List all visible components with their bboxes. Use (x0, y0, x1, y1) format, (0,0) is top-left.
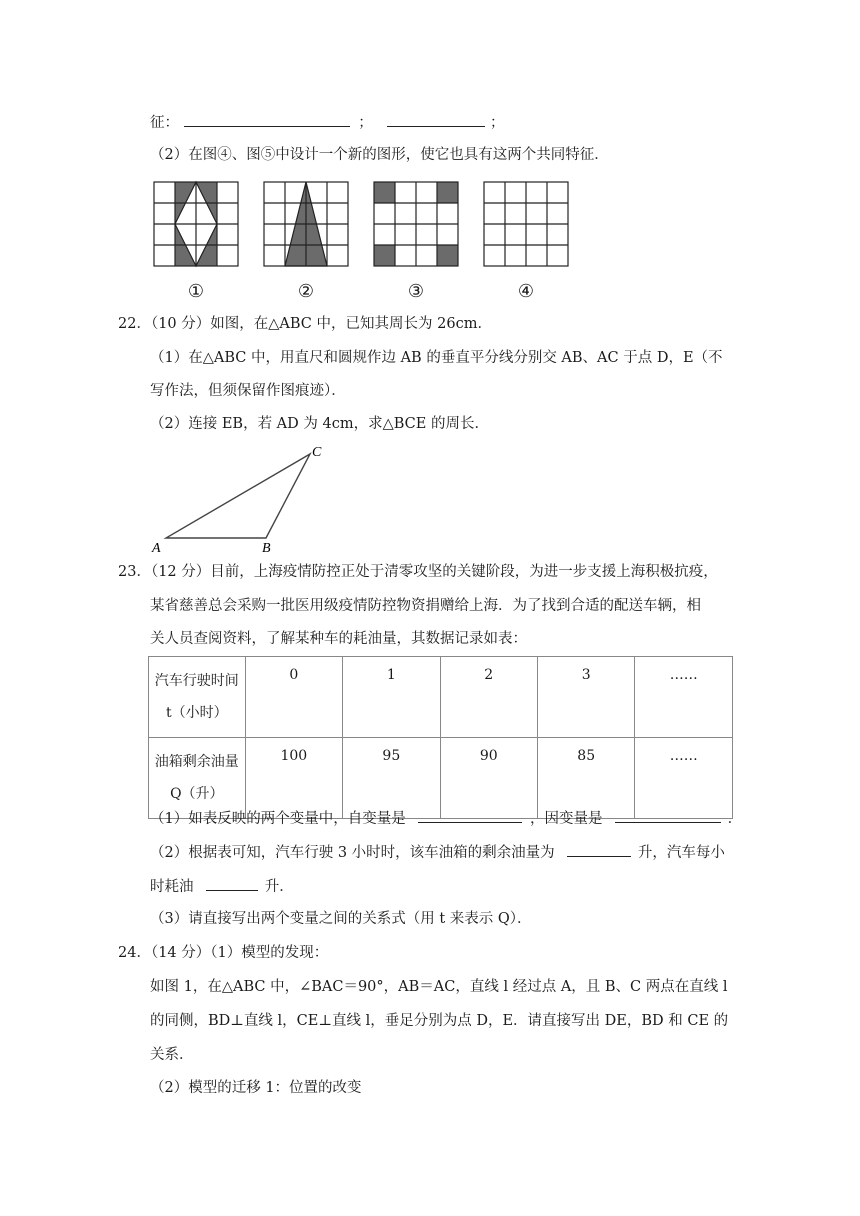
q21-feature-blank-2[interactable] (387, 112, 485, 127)
table-row (149, 738, 733, 819)
q23-part2-line1 (150, 842, 725, 863)
q21-part2: （2）在图④、图⑤中设计一个新的图形，使它也具有这两个共同特征． (150, 147, 609, 163)
table-cell: 2 (440, 657, 537, 738)
q24-heading: 24．（14 分）（1）模型的发现： (118, 945, 329, 961)
table-cell: 90 (440, 738, 537, 819)
q23-line2: 某省慈善总会采购一批医用级疫情防控物资捐赠给上海．为了找到合适的配送车辆，相 (150, 598, 701, 614)
q21-feature-prefix: 征： (150, 115, 179, 131)
table-head-cell (149, 657, 246, 738)
q23-independent-var-blank[interactable] (418, 808, 522, 823)
q24-line3: 关系． (150, 1047, 194, 1063)
figure-label-1: ① (187, 281, 205, 302)
grid-figure-4[interactable] (484, 182, 568, 266)
table-cell: 95 (343, 738, 440, 819)
q23-part2-text-d: 升． (264, 879, 294, 895)
figure-label-4: ④ (517, 281, 535, 302)
q23-line3: 关人员查阅资料，了解某种车的耗油量，其数据记录如表： (150, 631, 527, 647)
q22-part2: （2）连接 EB，若 AD 为 4cm，求△BCE 的周长． (150, 416, 489, 432)
q23-part1-text-c: ． (727, 811, 743, 827)
q23-part2-line2 (150, 876, 294, 897)
q23-consumption-blank[interactable] (206, 876, 258, 891)
q22-part1-line2: 写作法，但须保留作图痕迹）． (150, 383, 346, 399)
table-head-cell (149, 738, 246, 819)
row2-head-line1: 油箱剩余油量 (154, 754, 239, 770)
q23-heading: 23．（12 分）目前，上海疫情防控正处于清零攻坚的关键阶段，为进一步支援上海积极抗疫， (118, 564, 718, 580)
table-cell: 1 (343, 657, 440, 738)
table-cell: 0 (245, 657, 343, 738)
table-cell: 3 (537, 657, 634, 738)
q24-line2: 的同侧，BD⊥直线 l，CE⊥直线 l，垂足分别为点 D，E．请直接写出 DE，BD 和 CE 的 (150, 1013, 729, 1029)
q23-part2-text-a: （2）根据表可知，汽车行驶 3 小时时，该车油箱的剩余油量为 (150, 845, 555, 861)
grid-figure-1 (154, 182, 238, 266)
vertex-label-b: B (262, 541, 271, 554)
q23-data-table (148, 656, 733, 819)
row1-head-line1: 汽车行驶时间 (154, 673, 239, 689)
table-cell: 85 (537, 738, 634, 819)
q23-part3: （3）请直接写出两个变量之间的关系式（用 t 来表示 Q）． (150, 911, 532, 927)
q23-remaining-oil-blank[interactable] (567, 842, 631, 857)
q23-dependent-var-blank[interactable] (615, 808, 721, 823)
q21-feature-sep: ； (358, 115, 373, 131)
q23-part1 (150, 808, 742, 829)
table-cell: …… (635, 738, 733, 819)
row2-head-line2: Q（升） (170, 786, 224, 802)
q24-line1: 如图 1，在△ABC 中，∠BAC＝90°，AB＝AC，直线 l 经过点 A，且 B、C 两点在直线 l (150, 979, 728, 995)
table-row (149, 657, 733, 738)
q22-triangle-figure (146, 442, 336, 554)
q21-grid-figures (150, 178, 575, 270)
q22-part1-line1: （1）在△ABC 中，用直尺和圆规作边 AB 的垂直平分线分别交 AB、AC 于点 D，E（不 (150, 350, 723, 366)
triangle-abc (166, 454, 310, 538)
grid-figure-2 (264, 182, 348, 266)
q22-heading: 22．（10 分）如图，在△ABC 中，已知其周长为 26cm． (118, 316, 492, 332)
q23-part2-text-b: 升，汽车每小 (637, 845, 725, 861)
q21-feature-blank-1[interactable] (184, 112, 350, 127)
figure-label-2: ② (297, 281, 315, 302)
q23-part1-text-b: ，因变量是 (529, 811, 603, 827)
q23-part1-text-a: （1）如表反映的两个变量中，自变量是 (150, 811, 406, 827)
q23-part2-text-c: 时耗油 (150, 879, 194, 895)
row1-head-line2: t（小时） (165, 705, 228, 721)
vertex-label-c: C (312, 445, 322, 460)
grid-figure-3 (374, 182, 458, 266)
table-cell: …… (635, 657, 733, 738)
q21-feature-end: ； (489, 115, 505, 131)
figure-label-3: ③ (407, 281, 425, 302)
q21-feature-line (150, 112, 504, 133)
table-cell: 100 (245, 738, 343, 819)
q24-part2: （2）模型的迁移 1：位置的改变 (150, 1080, 362, 1096)
vertex-label-a: A (152, 541, 161, 554)
